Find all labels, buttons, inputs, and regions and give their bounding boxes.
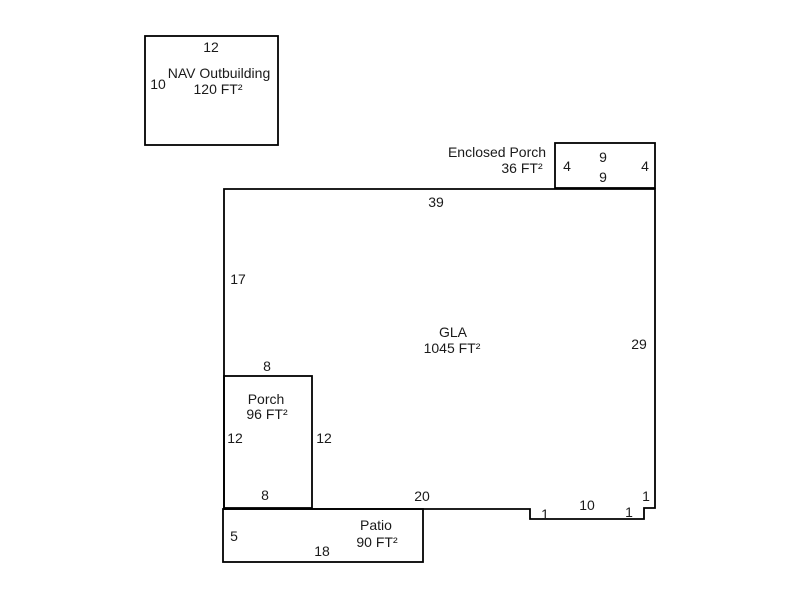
enclosed-porch-dim-bottom: 9 bbox=[599, 169, 607, 185]
porch-dim-top: 8 bbox=[263, 358, 271, 374]
patio-area: 90 FT² bbox=[356, 534, 398, 550]
enclosed-porch-label: Enclosed Porch bbox=[447, 144, 547, 160]
outbuilding-label: NAV Outbuilding bbox=[167, 65, 271, 81]
porch-dim-right: 12 bbox=[316, 430, 332, 446]
enclosed-porch-dim-right: 4 bbox=[641, 158, 649, 174]
enclosed-porch-dim-top: 9 bbox=[599, 149, 607, 165]
gla-dim-left: 17 bbox=[230, 271, 246, 287]
outbuilding-dim-left: 10 bbox=[150, 76, 166, 92]
outbuilding-area: 120 FT² bbox=[193, 81, 243, 97]
gla-area: 1045 FT² bbox=[423, 340, 481, 356]
gla-label: GLA bbox=[438, 324, 468, 340]
enclosed-porch-area: 36 FT² bbox=[501, 160, 543, 176]
gla-notch-right-step-dim: 1 bbox=[625, 504, 633, 520]
gla-notch-left-step-dim: 1 bbox=[541, 506, 549, 522]
porch-dim-bottom: 8 bbox=[261, 487, 269, 503]
outbuilding-dim-top: 12 bbox=[203, 39, 219, 55]
porch-dim-left: 12 bbox=[227, 430, 243, 446]
porch-label: Porch bbox=[247, 391, 285, 407]
gla-dim-right: 29 bbox=[631, 336, 647, 352]
gla-notch-right-height-dim: 1 bbox=[642, 488, 650, 504]
patio-dim-bottom: 18 bbox=[314, 543, 330, 559]
gla-notch-width-dim: 10 bbox=[579, 497, 595, 513]
enclosed-porch-dim-left: 4 bbox=[563, 158, 571, 174]
patio-dim-left: 5 bbox=[230, 528, 238, 544]
porch-area: 96 FT² bbox=[246, 406, 288, 422]
gla-dim-top: 39 bbox=[428, 194, 444, 210]
gla-dim-bottom: 20 bbox=[414, 488, 430, 504]
patio-label: Patio bbox=[360, 517, 392, 533]
